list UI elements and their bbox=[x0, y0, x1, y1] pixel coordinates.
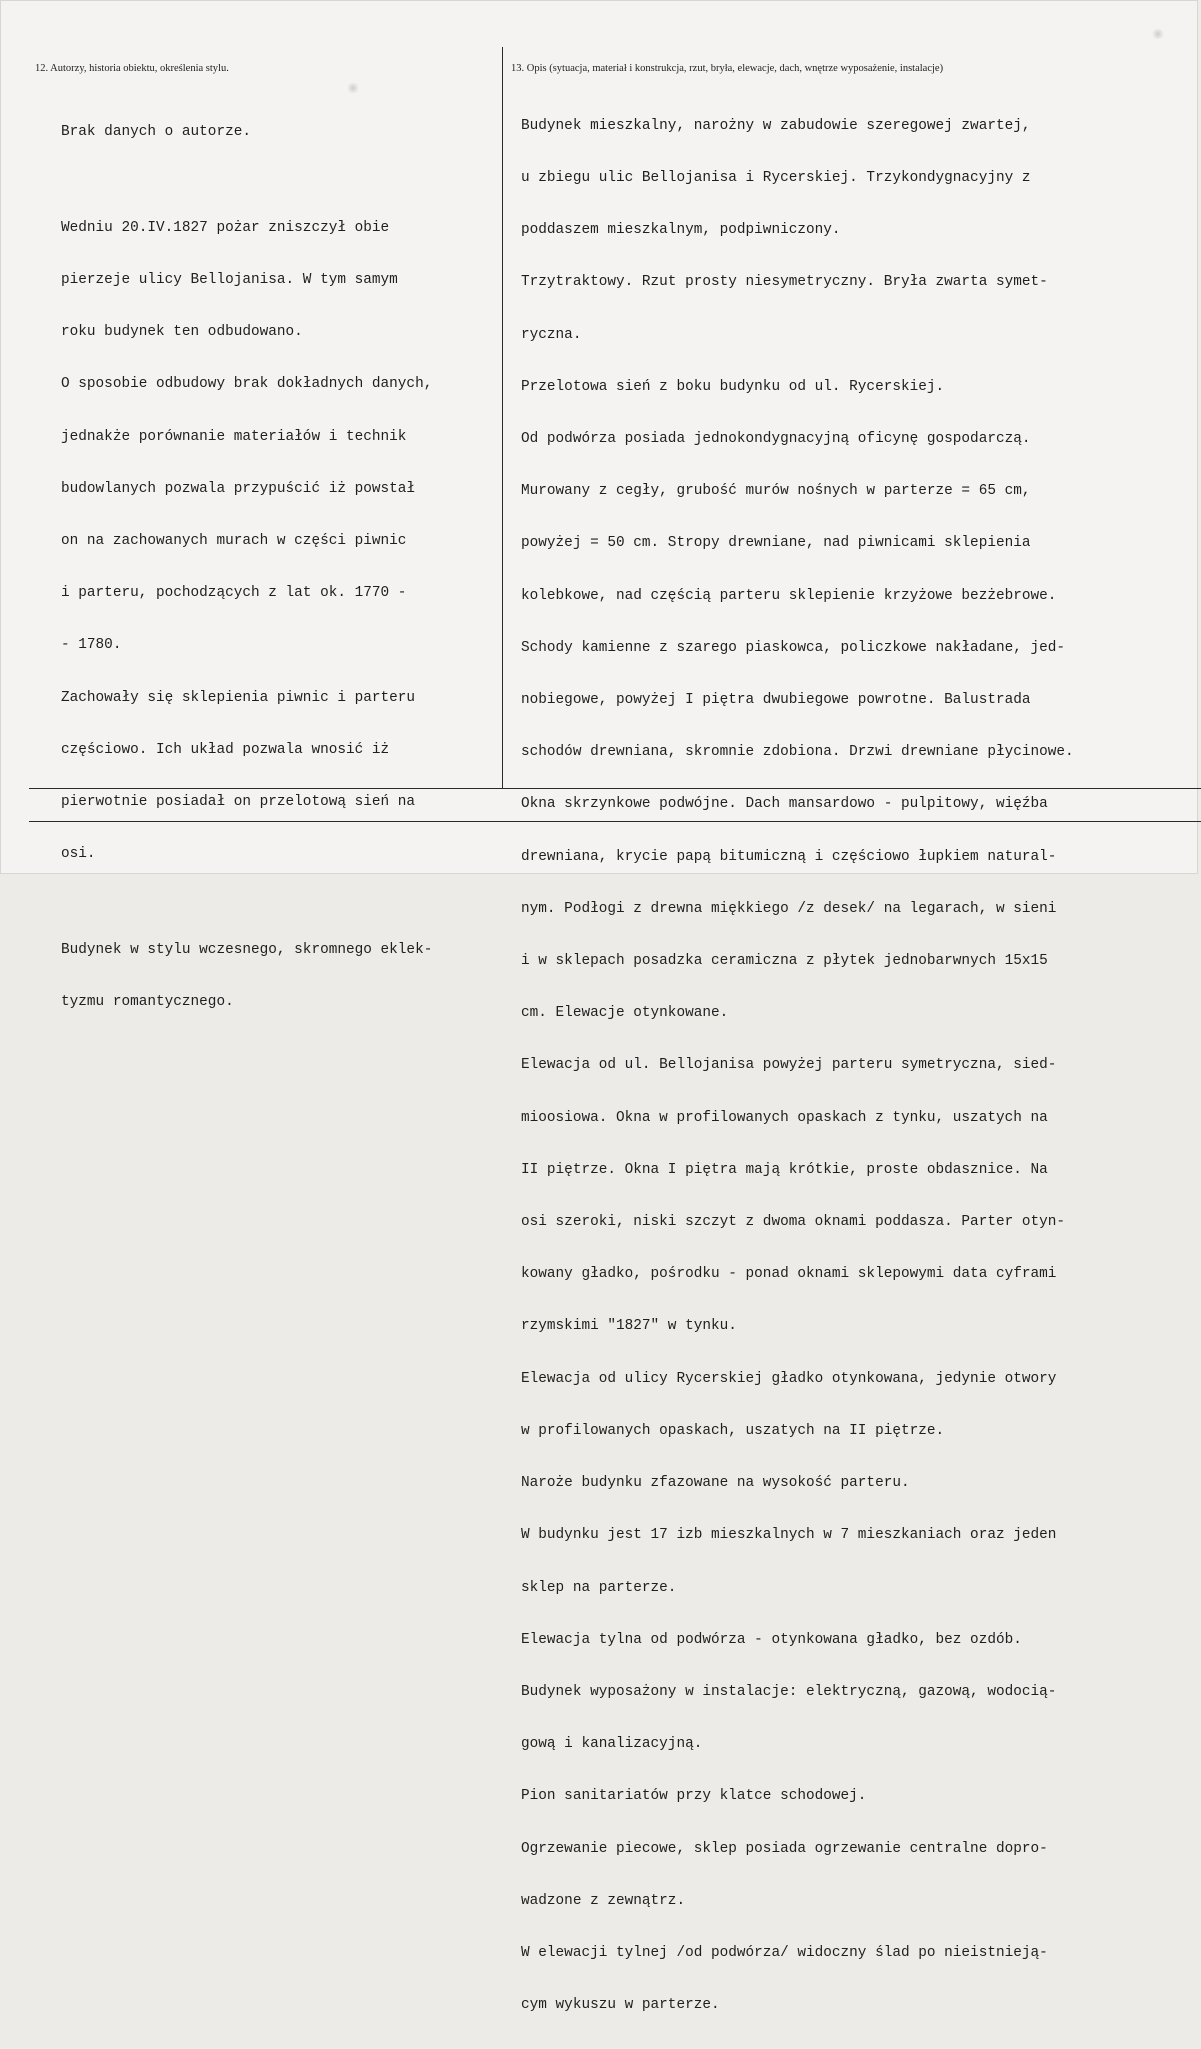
text-line: II piętrze. Okna I piętra mają krótkie, proste obdasznice. Na bbox=[521, 1161, 1048, 1178]
text-line: częściowo. Ich układ pozwala wnosić iż bbox=[61, 741, 390, 758]
text-line: W elewacji tylnej /od podwórza/ widoczny ślad po nieistnieją- bbox=[521, 1944, 1048, 1961]
section-13-header: 13. Opis (sytuacja, materiał i konstrukcja, rzut, bryła, elewacje, dach, wnętrze wyposażenie, instalacje) bbox=[511, 63, 944, 74]
text-line: Elewacja tylna od podwórza - otynkowana gładko, bez ozdób. bbox=[521, 1631, 1022, 1648]
text-line: Wedniu 20.IV.1827 pożar zniszczył obie bbox=[61, 219, 390, 236]
bottom-rule-lower bbox=[29, 821, 1201, 822]
text-line: powyżej = 50 cm. Stropy drewniane, nad piwnicami sklepienia bbox=[521, 535, 1031, 552]
text-line: pierwotnie posiadał on przelotową sień na bbox=[61, 794, 416, 811]
bottom-rule-upper bbox=[29, 788, 1201, 789]
text-line: kolebkowe, nad częścią parteru sklepienie krzyżowe bezżebrowe. bbox=[521, 587, 1057, 604]
text-line: Ogrzewanie piecowe, sklep posiada ogrzewanie centralne dopro- bbox=[521, 1840, 1048, 1857]
text-line: O sposobie odbudowy brak dokładnych danych, bbox=[61, 376, 433, 393]
text-line: budowlanych pozwala przypuścić iż powstał bbox=[61, 480, 416, 497]
text-line: Elewacja od ulicy Rycerskiej gładko otynkowana, jedynie otwory bbox=[521, 1370, 1057, 1387]
section-12-body bbox=[61, 89, 432, 1047]
section-12-header: 12. Autorzy, historia obiektu, określenia stylu. bbox=[35, 63, 229, 74]
text-line: on na zachowanych murach w części piwnic bbox=[61, 533, 407, 550]
text-line: pierzeje ulicy Bellojanisa. W tym samym bbox=[61, 272, 398, 289]
text-line: Od podwórza posiada jednokondygnacyjną oficynę gospodarczą. bbox=[521, 431, 1031, 448]
paper-speck bbox=[346, 83, 360, 93]
section-13-body bbox=[521, 83, 1074, 2049]
text-line: Pion sanitariatów przy klatce schodowej. bbox=[521, 1788, 867, 1805]
text-line: Okna skrzynkowe podwójne. Dach mansardowo - pulpitowy, więźba bbox=[521, 796, 1048, 813]
text-line: Zachowały się sklepienia piwnic i parteru bbox=[61, 689, 416, 706]
text-line: u zbiegu ulic Bellojanisa i Rycerskiej. Trzykondygnacyjny z bbox=[521, 170, 1031, 187]
text-line: w profilowanych opaskach, uszatych na II piętrze. bbox=[521, 1422, 945, 1439]
column-divider bbox=[502, 47, 503, 789]
text-line: i parteru, pochodzących z lat ok. 1770 - bbox=[61, 585, 407, 602]
text-line: tyzmu romantycznego. bbox=[61, 994, 234, 1011]
text-line: - 1780. bbox=[61, 637, 122, 654]
text-line: nym. Podłogi z drewna miękkiego /z desek/ na legarach, w sieni bbox=[521, 900, 1057, 917]
text-line: Trzytraktowy. Rzut prosty niesymetryczny. Bryła zwarta symet- bbox=[521, 274, 1048, 291]
text-line: cm. Elewacje otynkowane. bbox=[521, 1005, 729, 1022]
text-line: roku budynek ten odbudowano. bbox=[61, 324, 303, 341]
text-line: drewniana, krycie papą bitumiczną i częściowo łupkiem natural- bbox=[521, 848, 1057, 865]
text-line: kowany gładko, pośrodku - ponad oknami sklepowymi data cyframi bbox=[521, 1266, 1057, 1283]
text-line: Budynek mieszkalny, narożny w zabudowie szeregowej zwartej, bbox=[521, 117, 1031, 134]
text-line: rzymskimi "1827" w tynku. bbox=[521, 1318, 737, 1335]
paragraph-gap bbox=[61, 898, 432, 907]
text-line: schodów drewniana, skromnie zdobiona. Drzwi drewniane płycinowe. bbox=[521, 744, 1074, 761]
text-line: Przelotowa sień z boku budynku od ul. Rycerskiej. bbox=[521, 378, 945, 395]
text-line: Brak danych o autorze. bbox=[61, 123, 251, 140]
text-line: Schody kamienne z szarego piaskowca, policzkowe nakładane, jed- bbox=[521, 639, 1066, 656]
text-line: Budynek wyposażony w instalacje: elektryczną, gazową, wodocią- bbox=[521, 1683, 1057, 1700]
text-line: cym wykuszu w parterze. bbox=[521, 1997, 720, 2014]
text-line: mioosiowa. Okna w profilowanych opaskach z tynku, uszatych na bbox=[521, 1109, 1048, 1126]
text-line: gową i kanalizacyjną. bbox=[521, 1736, 703, 1753]
text-line: Naroże budynku zfazowane na wysokość parteru. bbox=[521, 1475, 910, 1492]
paragraph-gap bbox=[61, 176, 432, 185]
text-line: W budynku jest 17 izb mieszkalnych w 7 mieszkaniach oraz jeden bbox=[521, 1527, 1057, 1544]
text-line: poddaszem mieszkalnym, podpiwniczony. bbox=[521, 222, 841, 239]
text-line: wadzone z zewnątrz. bbox=[521, 1892, 686, 1909]
paper-speck bbox=[1151, 29, 1165, 39]
text-line: i w sklepach posadzka ceramiczna z płytek jednobarwnych 15x15 bbox=[521, 953, 1048, 970]
text-line: osi szeroki, niski szczyt z dwoma oknami poddasza. Parter otyn- bbox=[521, 1214, 1066, 1231]
text-line: jednakże porównanie materiałów i technik bbox=[61, 428, 407, 445]
text-line: osi. bbox=[61, 846, 96, 863]
text-line: Murowany z cegły, grubość murów nośnych w parterze = 65 cm, bbox=[521, 483, 1031, 500]
text-line: ryczna. bbox=[521, 326, 582, 343]
text-line: Budynek w stylu wczesnego, skromnego eklek- bbox=[61, 942, 433, 959]
text-line: nobiegowe, powyżej I piętra dwubiegowe powrotne. Balustrada bbox=[521, 692, 1031, 709]
text-line: Elewacja od ul. Bellojanisa powyżej parteru symetryczna, sied- bbox=[521, 1057, 1057, 1074]
text-line: sklep na parterze. bbox=[521, 1579, 677, 1596]
